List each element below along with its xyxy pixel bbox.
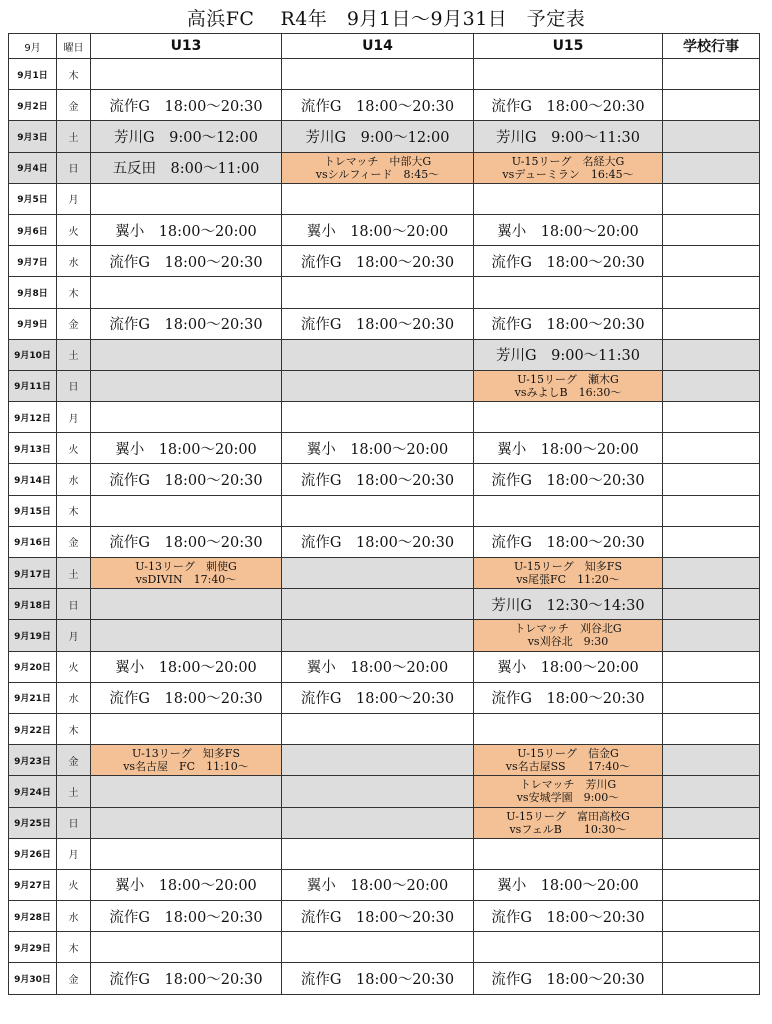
u14-cell: 流作G 18:00～20:30 [282, 526, 474, 557]
u13-cell [91, 838, 282, 869]
u13-cell [91, 807, 282, 838]
u13-cell [91, 713, 282, 744]
school-event-cell [663, 620, 760, 651]
u15-cell: 翼小 18:00～20:00 [474, 214, 663, 245]
schedule-row [9, 90, 760, 121]
match-info: U-15リーグ 知多FS [514, 560, 622, 574]
weekday-cell: 火 [57, 433, 91, 464]
schedule-row [9, 838, 760, 869]
u14-cell [282, 183, 474, 214]
header-row [9, 34, 760, 59]
u13-cell: 流作G 18:00～20:30 [91, 526, 282, 557]
u14-cell: 流作G 18:00～20:30 [282, 464, 474, 495]
match-info: U-13リーグ 刺使G [135, 560, 237, 574]
schedule-row [9, 183, 760, 214]
date-cell: 9月27日 [9, 869, 57, 900]
schedule-row [9, 807, 760, 838]
school-event-cell [663, 183, 760, 214]
schedule-row [9, 246, 760, 277]
school-event-cell [663, 589, 760, 620]
u14-cell [282, 277, 474, 308]
schedule-row [9, 901, 760, 932]
schedule-row [9, 152, 760, 183]
u15-match-cell [474, 776, 663, 807]
u14-cell: 翼小 18:00～20:00 [282, 869, 474, 900]
weekday-cell: 火 [57, 214, 91, 245]
schedule-row [9, 620, 760, 651]
u13-header: U13 [91, 34, 282, 59]
school-event-cell [663, 558, 760, 589]
u14-cell: 流作G 18:00～20:30 [282, 901, 474, 932]
school-event-cell [663, 339, 760, 370]
school-event-cell [663, 90, 760, 121]
match-info: トレマッチ 刈谷北G [514, 622, 622, 636]
schedule-row [9, 402, 760, 433]
match-opponent: vs名古屋 FC 11:10～ [123, 760, 249, 774]
date-cell: 9月30日 [9, 963, 57, 994]
weekday-cell: 水 [57, 901, 91, 932]
u15-match-cell [474, 620, 663, 651]
u15-cell: 流作G 18:00～20:30 [474, 246, 663, 277]
schedule-row [9, 214, 760, 245]
u14-cell [282, 589, 474, 620]
weekday-cell: 火 [57, 869, 91, 900]
match-info: トレマッチ 芳川G [519, 778, 617, 792]
u15-match-cell [474, 745, 663, 776]
weekday-cell: 日 [57, 589, 91, 620]
weekday-cell: 金 [57, 526, 91, 557]
schedule-row [9, 526, 760, 557]
u15-cell: 流作G 18:00～20:30 [474, 963, 663, 994]
match-opponent: vsデューミラン 16:45～ [502, 167, 634, 181]
date-cell: 9月17日 [9, 558, 57, 589]
school-event-cell [663, 932, 760, 963]
u15-cell: 翼小 18:00～20:00 [474, 651, 663, 682]
date-cell: 9月24日 [9, 776, 57, 807]
schedule-row [9, 963, 760, 994]
school-event-cell [663, 464, 760, 495]
u14-cell [282, 807, 474, 838]
schedule-row [9, 370, 760, 401]
u15-cell [474, 59, 663, 90]
school-event-cell [663, 246, 760, 277]
u13-cell: 翼小 18:00～20:00 [91, 651, 282, 682]
date-cell: 9月19日 [9, 620, 57, 651]
u15-match-cell [474, 807, 663, 838]
u14-cell: 翼小 18:00～20:00 [282, 651, 474, 682]
school-events-header: 学校行事 [663, 34, 760, 59]
school-event-cell [663, 214, 760, 245]
u14-cell: 流作G 18:00～20:30 [282, 246, 474, 277]
u15-cell: 流作G 18:00～20:30 [474, 90, 663, 121]
date-cell: 9月29日 [9, 932, 57, 963]
weekday-cell: 木 [57, 713, 91, 744]
u14-cell [282, 402, 474, 433]
u13-cell [91, 402, 282, 433]
u13-match-cell [91, 558, 282, 589]
u13-cell: 流作G 18:00～20:30 [91, 963, 282, 994]
schedule-row [9, 589, 760, 620]
date-cell: 9月9日 [9, 308, 57, 339]
u13-cell [91, 370, 282, 401]
weekday-cell: 水 [57, 246, 91, 277]
weekday-cell: 土 [57, 558, 91, 589]
weekday-cell: 日 [57, 370, 91, 401]
u14-cell [282, 370, 474, 401]
schedule-row [9, 869, 760, 900]
date-cell: 9月18日 [9, 589, 57, 620]
match-opponent: vs刈谷北 9:30 [527, 635, 609, 649]
schedule-row [9, 745, 760, 776]
schedule-row [9, 433, 760, 464]
match-opponent: vs尾張FC 11:20～ [516, 573, 620, 587]
u15-cell [474, 402, 663, 433]
u14-header: U14 [282, 34, 474, 59]
date-cell: 9月22日 [9, 713, 57, 744]
u14-cell [282, 495, 474, 526]
weekday-cell: 月 [57, 838, 91, 869]
date-cell: 9月13日 [9, 433, 57, 464]
date-cell: 9月28日 [9, 901, 57, 932]
u14-match-cell [282, 152, 474, 183]
weekday-cell: 金 [57, 963, 91, 994]
school-event-cell [663, 277, 760, 308]
schedule-row [9, 308, 760, 339]
date-cell: 9月5日 [9, 183, 57, 214]
school-event-cell [663, 402, 760, 433]
schedule-row [9, 59, 760, 90]
u14-cell: 翼小 18:00～20:00 [282, 433, 474, 464]
school-event-cell [663, 682, 760, 713]
match-opponent: vsフェルB 10:30～ [509, 822, 627, 836]
u15-cell: 流作G 18:00～20:30 [474, 464, 663, 495]
u13-cell [91, 620, 282, 651]
weekday-header: 曜日 [57, 34, 91, 59]
weekday-cell: 木 [57, 59, 91, 90]
match-opponent: vsみよしB 16:30～ [514, 385, 622, 399]
u13-cell [91, 932, 282, 963]
u13-cell: 流作G 18:00～20:30 [91, 308, 282, 339]
u14-cell: 流作G 18:00～20:30 [282, 308, 474, 339]
u14-cell [282, 713, 474, 744]
school-event-cell [663, 526, 760, 557]
date-cell: 9月14日 [9, 464, 57, 495]
u13-cell [91, 183, 282, 214]
school-event-cell [663, 495, 760, 526]
match-info: U-15リーグ 信金G [517, 747, 619, 761]
schedule-row [9, 713, 760, 744]
weekday-cell: 月 [57, 183, 91, 214]
u15-cell: 芳川G 9:00～11:30 [474, 121, 663, 152]
u13-cell [91, 59, 282, 90]
date-cell: 9月20日 [9, 651, 57, 682]
u13-cell: 流作G 18:00～20:30 [91, 246, 282, 277]
u15-cell: 流作G 18:00～20:30 [474, 682, 663, 713]
date-cell: 9月4日 [9, 152, 57, 183]
match-info: U-13リーグ 知多FS [132, 747, 240, 761]
weekday-cell: 木 [57, 932, 91, 963]
match-opponent: vsシルフィード 8:45～ [315, 167, 440, 181]
u14-cell: 流作G 18:00～20:30 [282, 963, 474, 994]
month-header: 9月 [9, 34, 57, 59]
schedule-row [9, 682, 760, 713]
u13-cell [91, 339, 282, 370]
school-event-cell [663, 152, 760, 183]
match-info: U-15リーグ 名経大G [511, 154, 625, 168]
match-info: U-15リーグ 富田高校G [506, 809, 630, 823]
weekday-cell: 日 [57, 152, 91, 183]
schedule-row [9, 651, 760, 682]
u14-cell [282, 620, 474, 651]
match-opponent: vs名古屋SS 17:40～ [505, 760, 631, 774]
u14-cell [282, 745, 474, 776]
u14-cell [282, 838, 474, 869]
date-cell: 9月3日 [9, 121, 57, 152]
u13-cell: 五反田 8:00～11:00 [91, 152, 282, 183]
date-cell: 9月1日 [9, 59, 57, 90]
u14-cell [282, 558, 474, 589]
u15-cell: 流作G 18:00～20:30 [474, 526, 663, 557]
weekday-cell: 金 [57, 308, 91, 339]
u15-cell [474, 838, 663, 869]
school-event-cell [663, 869, 760, 900]
school-event-cell [663, 963, 760, 994]
weekday-cell: 木 [57, 277, 91, 308]
school-event-cell [663, 776, 760, 807]
weekday-cell: 水 [57, 464, 91, 495]
u15-match-cell [474, 370, 663, 401]
u13-cell: 流作G 18:00～20:30 [91, 464, 282, 495]
schedule-row [9, 277, 760, 308]
u15-cell: 芳川G 12:30～14:30 [474, 589, 663, 620]
u15-cell [474, 183, 663, 214]
school-event-cell [663, 121, 760, 152]
schedule-row [9, 495, 760, 526]
date-cell: 9月25日 [9, 807, 57, 838]
u13-cell [91, 776, 282, 807]
u14-cell [282, 776, 474, 807]
date-cell: 9月6日 [9, 214, 57, 245]
date-cell: 9月10日 [9, 339, 57, 370]
u14-cell [282, 932, 474, 963]
school-event-cell [663, 651, 760, 682]
school-event-cell [663, 713, 760, 744]
schedule-table [8, 33, 760, 995]
date-cell: 9月8日 [9, 277, 57, 308]
u13-cell: 翼小 18:00～20:00 [91, 214, 282, 245]
u13-cell: 翼小 18:00～20:00 [91, 433, 282, 464]
u15-cell [474, 495, 663, 526]
match-opponent: vsDIVIN 17:40～ [135, 573, 237, 587]
date-cell: 9月23日 [9, 745, 57, 776]
school-event-cell [663, 433, 760, 464]
weekday-cell: 土 [57, 339, 91, 370]
schedule-row [9, 121, 760, 152]
weekday-cell: 土 [57, 776, 91, 807]
u14-cell: 流作G 18:00～20:30 [282, 90, 474, 121]
u15-cell: 芳川G 9:00～11:30 [474, 339, 663, 370]
u14-cell: 翼小 18:00～20:00 [282, 214, 474, 245]
schedule-body [9, 59, 760, 995]
match-info: U-15リーグ 瀬木G [517, 372, 619, 386]
u15-cell [474, 713, 663, 744]
school-event-cell [663, 901, 760, 932]
schedule-row [9, 339, 760, 370]
date-cell: 9月26日 [9, 838, 57, 869]
school-event-cell [663, 308, 760, 339]
date-cell: 9月21日 [9, 682, 57, 713]
weekday-cell: 金 [57, 90, 91, 121]
weekday-cell: 金 [57, 745, 91, 776]
date-cell: 9月15日 [9, 495, 57, 526]
school-event-cell [663, 838, 760, 869]
u15-header: U15 [474, 34, 663, 59]
u14-cell: 芳川G 9:00～12:00 [282, 121, 474, 152]
weekday-cell: 火 [57, 651, 91, 682]
date-cell: 9月12日 [9, 402, 57, 433]
school-event-cell [663, 370, 760, 401]
schedule-row [9, 464, 760, 495]
weekday-cell: 木 [57, 495, 91, 526]
date-cell: 9月16日 [9, 526, 57, 557]
u15-match-cell [474, 152, 663, 183]
u14-cell [282, 339, 474, 370]
u15-cell [474, 277, 663, 308]
weekday-cell: 月 [57, 402, 91, 433]
date-cell: 9月11日 [9, 370, 57, 401]
u13-cell [91, 589, 282, 620]
match-info: トレマッチ 中部大G [323, 154, 432, 168]
u13-cell: 芳川G 9:00～12:00 [91, 121, 282, 152]
u13-cell [91, 277, 282, 308]
school-event-cell [663, 807, 760, 838]
school-event-cell [663, 745, 760, 776]
date-cell: 9月7日 [9, 246, 57, 277]
schedule-row [9, 776, 760, 807]
u15-cell: 流作G 18:00～20:30 [474, 308, 663, 339]
u14-cell: 流作G 18:00～20:30 [282, 682, 474, 713]
u13-cell [91, 495, 282, 526]
weekday-cell: 日 [57, 807, 91, 838]
u14-cell [282, 59, 474, 90]
u13-cell: 流作G 18:00～20:30 [91, 682, 282, 713]
schedule-row [9, 558, 760, 589]
date-cell: 9月2日 [9, 90, 57, 121]
weekday-cell: 月 [57, 620, 91, 651]
u15-cell: 流作G 18:00～20:30 [474, 901, 663, 932]
u13-match-cell [91, 745, 282, 776]
weekday-cell: 水 [57, 682, 91, 713]
schedule-title: 高浜FC R4年 9月1日～9月31日 予定表 [186, 8, 586, 30]
school-event-cell [663, 59, 760, 90]
u13-cell: 流作G 18:00～20:30 [91, 90, 282, 121]
u15-cell: 翼小 18:00～20:00 [474, 869, 663, 900]
u15-cell: 翼小 18:00～20:00 [474, 433, 663, 464]
u15-cell [474, 932, 663, 963]
u13-cell: 流作G 18:00～20:30 [91, 901, 282, 932]
weekday-cell: 土 [57, 121, 91, 152]
u13-cell: 翼小 18:00～20:00 [91, 869, 282, 900]
schedule-row [9, 932, 760, 963]
u15-match-cell [474, 558, 663, 589]
match-opponent: vs安城学園 9:00～ [516, 791, 620, 805]
